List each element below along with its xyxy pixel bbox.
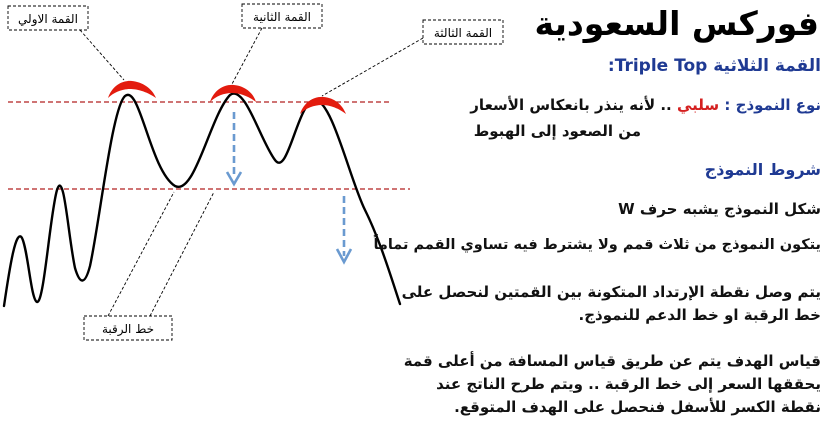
callout-neckline-label: خط الرقبة — [101, 322, 155, 336]
callout-third-top-label: القمة الثالثة — [433, 26, 493, 40]
callout-third-top — [322, 20, 503, 96]
condition-1: شكل النموذج يشبه حرف W — [618, 200, 821, 218]
site-title: فوركس السعودية — [534, 4, 819, 43]
condition-4-line-1: قياس الهدف يتم عن طريق قياس المسافة من أعلى قمة — [403, 352, 821, 370]
pattern-heading: القمة الثلاثية Triple Top: — [607, 56, 821, 76]
condition-4-line-2: يحققها السعر إلى خط الرقبة .. ويتم طرح الناتج عند — [436, 375, 821, 393]
pattern-type-description-2: من الصعود إلى الهبوط — [473, 122, 641, 140]
condition-4-line-3: نقطة الكسر للأسفل فنحصل على الهدف المتوقع. — [454, 398, 821, 416]
callout-first-top — [8, 6, 124, 80]
condition-3-line-2: خط الرقبة او خط الدعم للنموذج. — [578, 306, 821, 324]
price-path — [4, 94, 400, 306]
condition-3-line-1: يتم وصل نقطة الإرتداد المتكونة بين القمتين لنحصل على — [401, 283, 821, 301]
target-arrows — [227, 112, 351, 262]
peak-cap-1 — [108, 81, 156, 98]
callout-second-top — [232, 4, 322, 84]
pattern-type-label: نوع النموذج : — [724, 96, 821, 114]
pattern-type-description: .. لأنه ينذر بانعكاس الأسعار — [470, 96, 677, 114]
condition-2: يتكون النموذج من ثلاث قمم ولا يشترط فيه تساوي القمم تماماً — [373, 237, 821, 253]
callout-first-top-label: القمة الاولي — [18, 12, 78, 26]
pattern-type-value: سلبي — [676, 96, 720, 114]
pattern-type-line — [470, 96, 821, 114]
conditions-heading: شروط النموذج — [704, 160, 821, 179]
callout-neckline — [84, 192, 214, 340]
callout-second-top-label: القمة الثانية — [253, 10, 311, 24]
